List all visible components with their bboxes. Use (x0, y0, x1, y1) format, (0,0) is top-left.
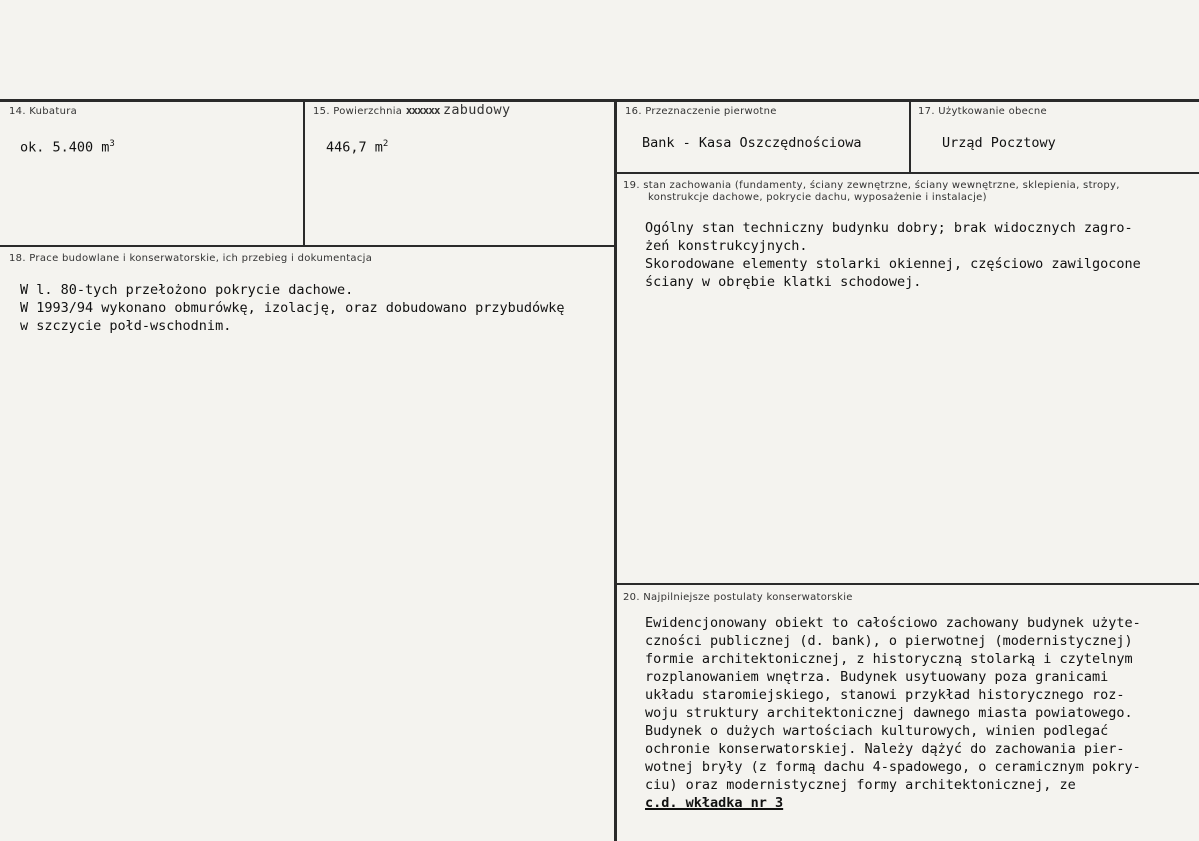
kubatura-label: 14. Kubatura (9, 106, 78, 117)
uzytkowanie-label: 17. Użytkowanie obecne (918, 106, 1048, 117)
kubatura-value: ok. 5.400 $m^3$ (20, 139, 115, 156)
przeznaczenie-label: 16. Przeznaczenie pierwotne (625, 106, 777, 117)
text-line: ściany w obrębie klatki schodowej. (645, 274, 922, 290)
main-divider (614, 99, 617, 841)
powierzchnia-value: 446,7 $m^2$ (326, 139, 389, 156)
text-line: Ogólny stan techniczny budynku dobry; brak widocznych zagro- (645, 220, 1133, 236)
text-line: Ewidencjonowany obiekt to całościowo zachowany budynek użyte- (645, 615, 1141, 631)
continuation-note: c.d. wkładka nr 3 (645, 795, 784, 811)
prace-text (20, 281, 565, 335)
text-line: w szczycie połd-wschodnim. (20, 318, 232, 334)
text-line: układu staromiejskiego, stanowi przykład historycznego roz- (645, 687, 1125, 703)
text-line: Skorodowane elementy stolarki okiennej, częściowo zawilgocone (645, 256, 1141, 272)
struck-word: xxxxxx (405, 104, 440, 117)
text-line: czności publicznej (d. bank), o pierwotnej (modernistycznej) (645, 633, 1133, 649)
text-line: ochronie konserwatorskiej. Należy dążyć do zachowania pier- (645, 741, 1125, 757)
divider-16-17 (909, 99, 911, 174)
text-line: rozplanowaniem wnętrza. Budynek usytuowany poza granicami (645, 669, 1109, 685)
text-line: W l. 80-tych przełożono pokrycie dachowe. (20, 282, 354, 298)
text-line: wotnej bryły (z formą dachu 4-spadowego, o ceramicznym pokry- (645, 759, 1141, 775)
rule-above-20 (617, 583, 1199, 585)
top-rule (0, 99, 1199, 102)
rule-under-16-17 (617, 172, 1199, 174)
stan-label-1: 19. stan zachowania (fundamenty, ściany zewnętrzne, ściany wewnętrzne, sklepienia, stropy, (623, 180, 1120, 191)
divider-14-15 (303, 99, 305, 247)
text-line: Budynek o dużych wartościach kulturowych, winien podlegać (645, 723, 1109, 739)
text-line: ciu) oraz modernistycznej formy architektonicznej, ze (645, 777, 1076, 793)
text-line: woju struktury architektonicznej dawnego miasta powiatowego. (645, 705, 1133, 721)
text-line: W 1993/94 wykonano obmurówkę, izolację, oraz dobudowano przybudówkę (20, 300, 565, 316)
rule-under-14-15 (0, 245, 617, 247)
stan-label-2: konstrukcje dachowe, pokrycie dachu, wyposażenie i instalacje) (648, 192, 987, 203)
stan-text (645, 219, 1141, 291)
text-line: żeń konstrukcyjnych. (645, 238, 808, 254)
powierzchnia-label: 15. Powierzchnia xxxxxx zabudowy (313, 102, 511, 118)
przeznaczenie-value: Bank - Kasa Oszczędnościowa (642, 135, 862, 151)
text-line: formie architektonicznej, z historyczną stolarką i czytelnym (645, 651, 1133, 667)
prace-label: 18. Prace budowlane i konserwatorskie, ich przebieg i dokumentacja (9, 253, 373, 264)
postulaty-text (645, 614, 1141, 812)
uzytkowanie-value: Urząd Pocztowy (942, 135, 1056, 151)
postulaty-label: 20. Najpilniejsze postulaty konserwatorskie (623, 592, 853, 603)
